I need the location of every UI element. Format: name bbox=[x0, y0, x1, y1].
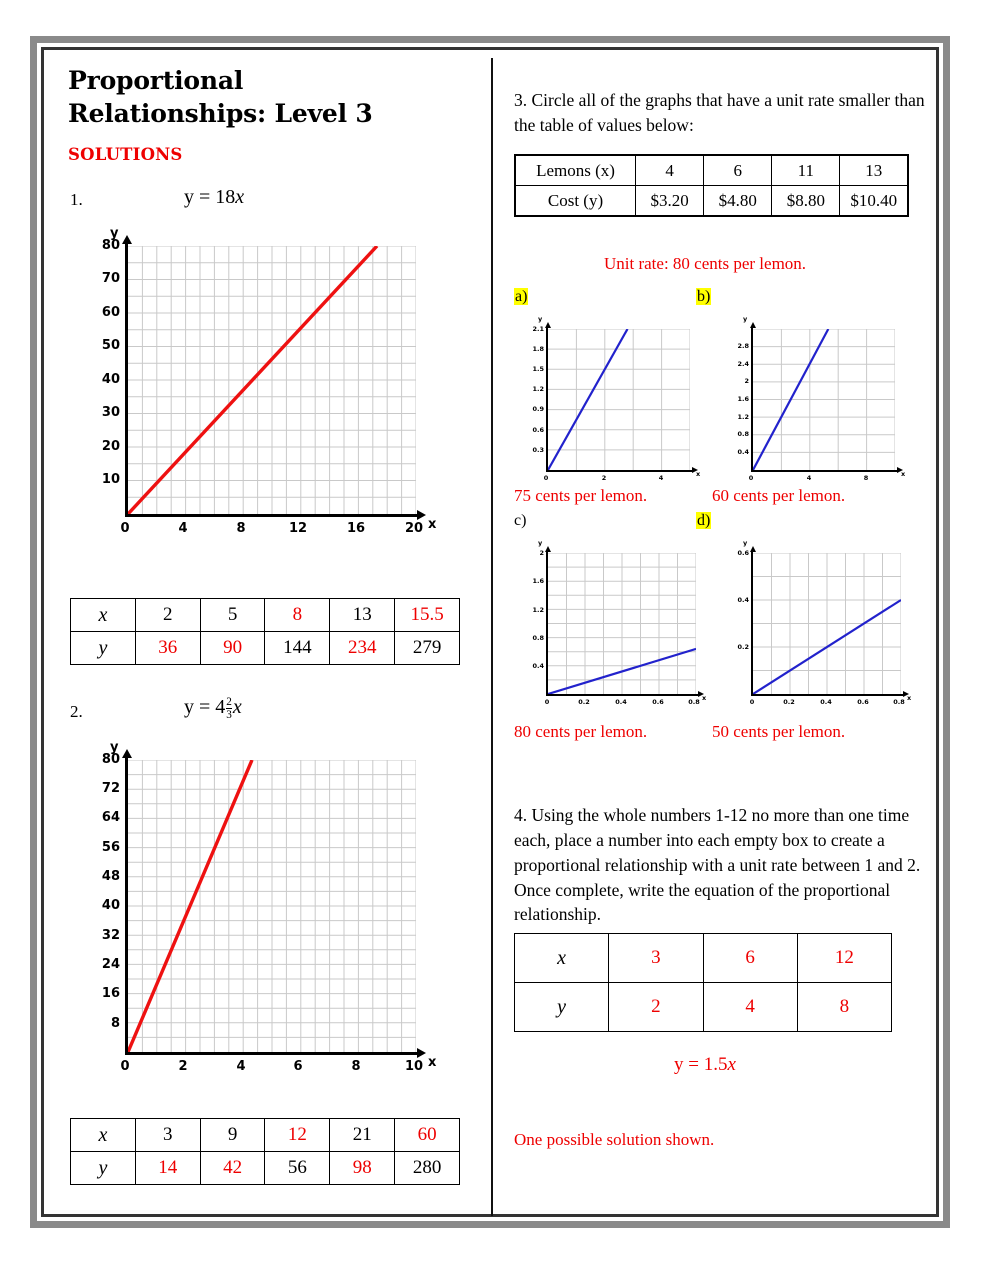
graph-3a-y-tick-1-5: 1.5 bbox=[532, 365, 544, 373]
graph-2-x-axis bbox=[125, 1052, 417, 1055]
graph-3c-plot bbox=[548, 553, 696, 694]
graph-3d-x-tick-0-4: 0.4 bbox=[820, 698, 832, 706]
q1-y-cell-2: 144 bbox=[265, 632, 330, 665]
graph-3b-y-tick-1-6: 1.6 bbox=[737, 395, 749, 403]
graph-3d bbox=[719, 540, 919, 715]
graph-1-y-tick-10: 10 bbox=[101, 472, 120, 487]
question-1-number: 1. bbox=[70, 190, 83, 209]
graph-3c-x-tick-0-2: 0.2 bbox=[578, 698, 590, 706]
q2-equation-variable: x bbox=[232, 696, 242, 719]
q4-row-label-x: x bbox=[515, 934, 609, 983]
graph-3b-y-tick-0-4: 0.4 bbox=[737, 448, 749, 456]
page-title bbox=[68, 64, 468, 130]
graph-1-x-axis-arrow-icon bbox=[417, 510, 426, 520]
graph-1-x-tick-20: 20 bbox=[404, 521, 424, 536]
graph-1-x-tick-0: 0 bbox=[120, 521, 130, 536]
q3-cost-cell-2: $8.80 bbox=[772, 186, 840, 217]
graph-2-y-tick-72: 72 bbox=[101, 781, 120, 796]
graph-3c-y-tick-0-4: 0.4 bbox=[532, 662, 544, 670]
graph-3d-x-tick-0-8: 0.8 bbox=[893, 698, 905, 706]
graph-1-x-axis bbox=[125, 514, 417, 517]
graph-3c-x-tick-0-4: 0.4 bbox=[615, 698, 627, 706]
graph-3a-line-series bbox=[548, 329, 628, 470]
graph-1-y-tick-80: 80 bbox=[101, 238, 120, 253]
table-row bbox=[515, 934, 892, 983]
q2-y-cell-0: 14 bbox=[135, 1152, 200, 1185]
graph-2-y-tick-24: 24 bbox=[101, 957, 120, 972]
column-divider bbox=[491, 58, 493, 1216]
worksheet-page bbox=[30, 36, 950, 1228]
q2-fraction-denominator: 3 bbox=[226, 709, 232, 722]
graph-1-x-tick-16: 16 bbox=[346, 521, 366, 536]
graph-3c bbox=[514, 540, 714, 715]
q3-lemons-cell-3: 13 bbox=[840, 155, 908, 186]
q2-x-cell-2: 12 bbox=[265, 1119, 330, 1152]
graph-3b-x-tick-0: 0 bbox=[748, 474, 754, 482]
graph-2-y-tick-8: 8 bbox=[110, 1016, 120, 1031]
graph-1-x-tick-12: 12 bbox=[288, 521, 308, 536]
q3-lemons-cell-1: 6 bbox=[704, 155, 772, 186]
graph-2-x-tick-10: 10 bbox=[404, 1059, 424, 1074]
graph-2-y-tick-40: 40 bbox=[101, 898, 120, 913]
graph-2-y-tick-80: 80 bbox=[101, 752, 120, 767]
worksheet-page-inner-border bbox=[41, 47, 939, 1217]
graph-3a-x-tick-2: 2 bbox=[601, 474, 607, 482]
q1-equation-variable: x bbox=[235, 186, 245, 208]
q2-y-cell-2: 56 bbox=[265, 1152, 330, 1185]
graph-1-y-tick-50: 50 bbox=[101, 338, 120, 353]
graph-2-x-tick-8: 8 bbox=[351, 1059, 361, 1074]
graph-3a-y-tick-0-3: 0.3 bbox=[532, 446, 544, 454]
graph-1-y-axis-arrow-icon bbox=[122, 235, 132, 244]
graph-3b bbox=[719, 316, 919, 486]
q2-row-label-x: x bbox=[71, 1119, 136, 1152]
table-row bbox=[71, 1119, 460, 1152]
graph-b-answer: 60 cents per lemon. bbox=[712, 486, 846, 505]
graph-3c-x-tick-0-8: 0.8 bbox=[688, 698, 700, 706]
q4-row-label-y: y bbox=[515, 983, 609, 1032]
q2-equation-fraction bbox=[226, 696, 232, 721]
graph-3d-y-axis-label: y bbox=[743, 539, 748, 547]
graph-b-label-text: b) bbox=[697, 288, 711, 305]
graph-3b-x-axis-label: x bbox=[901, 470, 906, 478]
q1-x-cell-2: 8 bbox=[265, 599, 330, 632]
q1-x-cell-0: 2 bbox=[135, 599, 200, 632]
q4-y-cell-0: 2 bbox=[609, 983, 703, 1032]
graph-2 bbox=[70, 740, 470, 1080]
graph-3d-y-tick-0-2: 0.2 bbox=[737, 643, 749, 651]
graph-3a-x-axis-label: x bbox=[696, 470, 701, 478]
graph-1-y-axis-label: y bbox=[110, 226, 119, 241]
graph-2-x-tick-4: 4 bbox=[236, 1059, 246, 1074]
graph-3b-y-tick-2: 2 bbox=[744, 377, 749, 385]
graph-c-answer: 80 cents per lemon. bbox=[514, 722, 648, 741]
graph-2-y-tick-56: 56 bbox=[101, 840, 120, 855]
graph-2-y-tick-64: 64 bbox=[101, 810, 120, 825]
q2-y-cell-3: 98 bbox=[330, 1152, 395, 1185]
q2-x-cell-4: 60 bbox=[395, 1119, 460, 1152]
graph-b-label bbox=[696, 288, 711, 306]
table-row bbox=[515, 983, 892, 1032]
graph-3a-y-tick-1-8: 1.8 bbox=[532, 345, 544, 353]
graph-a-label-text: a) bbox=[515, 288, 528, 305]
q1-y-cell-3: 234 bbox=[330, 632, 395, 665]
graph-3a-y-axis-label: y bbox=[538, 315, 543, 323]
graph-2-x-tick-6: 6 bbox=[293, 1059, 303, 1074]
graph-1-y-tick-30: 30 bbox=[101, 405, 120, 420]
q3-lemons-cell-2: 11 bbox=[772, 155, 840, 186]
question-1-table bbox=[70, 598, 460, 665]
question-2-number: 2. bbox=[70, 702, 83, 721]
table-row bbox=[515, 155, 908, 186]
q1-x-cell-4: 15.5 bbox=[395, 599, 460, 632]
graph-1-y-tick-40: 40 bbox=[101, 372, 120, 387]
graph-3a-y-tick-1-2: 1.2 bbox=[532, 385, 544, 393]
graph-3d-x-tick-0-6: 0.6 bbox=[857, 698, 869, 706]
page-title-line-1: Proportional bbox=[68, 66, 244, 95]
graph-2-x-tick-0: 0 bbox=[120, 1059, 130, 1074]
graph-3b-y-tick-2-4: 2.4 bbox=[737, 360, 749, 368]
graph-3a-y-tick-0-9: 0.9 bbox=[532, 405, 544, 413]
q3-cost-cell-1: $4.80 bbox=[704, 186, 772, 217]
graph-3c-y-tick-1-2: 1.2 bbox=[532, 606, 544, 614]
table-row bbox=[71, 1152, 460, 1185]
graph-3b-y-axis-label: y bbox=[743, 315, 748, 323]
graph-3b-y-tick-2-8: 2.8 bbox=[737, 342, 749, 350]
q4-answer-variable: x bbox=[727, 1054, 736, 1075]
table-row bbox=[71, 599, 460, 632]
graph-1-y-tick-70: 70 bbox=[101, 271, 120, 286]
graph-d-answer: 50 cents per lemon. bbox=[712, 722, 846, 741]
graph-a-answer: 75 cents per lemon. bbox=[514, 486, 648, 505]
graph-3a bbox=[514, 316, 704, 486]
q4-x-cell-2: 12 bbox=[797, 934, 891, 983]
graph-3a-plot bbox=[548, 329, 690, 470]
graph-3d-y-tick-0-6: 0.6 bbox=[737, 549, 749, 557]
graph-1-x-tick-4: 4 bbox=[178, 521, 188, 536]
graph-2-y-axis-label: y bbox=[110, 740, 119, 755]
q2-y-cell-4: 280 bbox=[395, 1152, 460, 1185]
q1-row-label-y: y bbox=[71, 632, 136, 665]
table-row bbox=[515, 186, 908, 217]
graph-d-label-text: d) bbox=[697, 512, 711, 529]
q3-cost-cell-0: $3.20 bbox=[636, 186, 704, 217]
graph-2-x-tick-2: 2 bbox=[178, 1059, 188, 1074]
graph-3b-x-tick-4: 4 bbox=[806, 474, 812, 482]
q1-x-cell-1: 5 bbox=[200, 599, 265, 632]
graph-3d-y-tick-0-4: 0.4 bbox=[737, 596, 749, 604]
graph-3d-plot bbox=[753, 553, 901, 694]
graph-3c-y-axis-label: y bbox=[538, 539, 543, 547]
q4-y-cell-1: 4 bbox=[703, 983, 797, 1032]
q4-y-cell-2: 8 bbox=[797, 983, 891, 1032]
graph-2-plot bbox=[128, 760, 416, 1052]
graph-3a-y-tick-2-1: 2.1 bbox=[532, 325, 544, 333]
graph-2-x-axis-arrow-icon bbox=[417, 1048, 426, 1058]
q4-x-cell-1: 6 bbox=[703, 934, 797, 983]
question-4-answer-equation bbox=[674, 1054, 736, 1076]
graph-3c-x-tick-0: 0 bbox=[544, 698, 550, 706]
graph-3a-y-tick-0-6: 0.6 bbox=[532, 426, 544, 434]
graph-2-x-axis-label: x bbox=[428, 1055, 437, 1070]
graph-1-y-tick-20: 20 bbox=[101, 439, 120, 454]
graph-2-y-tick-48: 48 bbox=[101, 869, 120, 884]
graph-3c-y-tick-1-6: 1.6 bbox=[532, 577, 544, 585]
q1-x-cell-3: 13 bbox=[330, 599, 395, 632]
graph-c-label bbox=[514, 512, 526, 530]
graph-3b-plot bbox=[753, 329, 895, 470]
graph-1-x-axis-label: x bbox=[428, 517, 437, 532]
graph-2-y-axis-arrow-icon bbox=[122, 749, 132, 758]
graph-3a-x-axis bbox=[546, 470, 692, 472]
graph-3b-x-tick-8: 8 bbox=[863, 474, 869, 482]
q2-fraction-numerator: 2 bbox=[226, 696, 232, 708]
question-3-unit-rate-note: Unit rate: 80 cents per lemon. bbox=[604, 254, 807, 273]
graph-3b-y-tick-0-8: 0.8 bbox=[737, 430, 749, 438]
graph-3d-x-axis-label: x bbox=[907, 694, 912, 702]
graph-3c-x-tick-0-6: 0.6 bbox=[652, 698, 664, 706]
q4-answer-prefix: y = 1.5 bbox=[674, 1054, 728, 1075]
graph-1-y-tick-60: 60 bbox=[101, 305, 120, 320]
graph-3b-x-axis bbox=[751, 470, 897, 472]
graph-1 bbox=[70, 226, 470, 546]
question-3-table bbox=[514, 154, 909, 217]
right-column bbox=[504, 50, 936, 1214]
solutions-label: SOLUTIONS bbox=[68, 145, 183, 164]
q2-y-cell-1: 42 bbox=[200, 1152, 265, 1185]
graph-3c-x-axis bbox=[546, 694, 698, 696]
graph-3c-y-tick-2: 2 bbox=[539, 549, 544, 557]
graph-c-label-text: c) bbox=[514, 512, 527, 529]
graph-2-y-tick-32: 32 bbox=[101, 928, 120, 943]
q2-x-cell-3: 21 bbox=[330, 1119, 395, 1152]
q3-row-label-lemons: Lemons (x) bbox=[515, 155, 636, 186]
table-row bbox=[71, 632, 460, 665]
q1-y-cell-0: 36 bbox=[135, 632, 200, 665]
q2-x-cell-1: 9 bbox=[200, 1119, 265, 1152]
question-2-table bbox=[70, 1118, 460, 1185]
graph-3a-x-tick-0: 0 bbox=[543, 474, 549, 482]
q1-y-cell-4: 279 bbox=[395, 632, 460, 665]
q4-x-cell-0: 3 bbox=[609, 934, 703, 983]
q3-row-label-cost: Cost (y) bbox=[515, 186, 636, 217]
graph-3c-y-tick-0-8: 0.8 bbox=[532, 634, 544, 642]
q3-cost-cell-3: $10.40 bbox=[840, 186, 908, 217]
question-1-equation bbox=[184, 186, 244, 209]
graph-a-label bbox=[514, 288, 528, 306]
q3-lemons-cell-0: 4 bbox=[636, 155, 704, 186]
page-title-line-2: Relationships: Level 3 bbox=[68, 99, 373, 128]
question-4-text: 4. Using the whole numbers 1-12 no more than one time each, place a number into each empty box to create a proportional relationship with a unit rate between 1 and 2. Once complete, write the equation of the proportional relationship. bbox=[514, 805, 921, 925]
graph-3a-x-tick-4: 4 bbox=[658, 474, 664, 482]
question-2-equation bbox=[184, 696, 242, 721]
graph-1-x-tick-8: 8 bbox=[236, 521, 246, 536]
graph-1-plot bbox=[128, 246, 416, 514]
q2-equation-prefix: y = 4 bbox=[184, 696, 226, 719]
graph-3d-x-axis bbox=[751, 694, 903, 696]
graph-d-label bbox=[696, 512, 711, 530]
q2-x-cell-0: 3 bbox=[135, 1119, 200, 1152]
graph-3c-x-axis-label: x bbox=[702, 694, 707, 702]
graph-3d-x-tick-0: 0 bbox=[749, 698, 755, 706]
graph-3d-x-tick-0-2: 0.2 bbox=[783, 698, 795, 706]
question-4-note: One possible solution shown. bbox=[514, 1130, 715, 1149]
q1-equation-prefix: y = 18 bbox=[184, 186, 236, 208]
question-4-table bbox=[514, 933, 892, 1032]
graph-3b-y-tick-1-2: 1.2 bbox=[737, 413, 749, 421]
q2-row-label-y: y bbox=[71, 1152, 136, 1185]
q1-y-cell-1: 90 bbox=[200, 632, 265, 665]
left-column bbox=[44, 50, 481, 1214]
q1-row-label-x: x bbox=[71, 599, 136, 632]
question-3-text: 3. Circle all of the graphs that have a unit rate smaller than the table of values below: bbox=[514, 90, 925, 135]
graph-2-y-tick-16: 16 bbox=[101, 986, 120, 1001]
